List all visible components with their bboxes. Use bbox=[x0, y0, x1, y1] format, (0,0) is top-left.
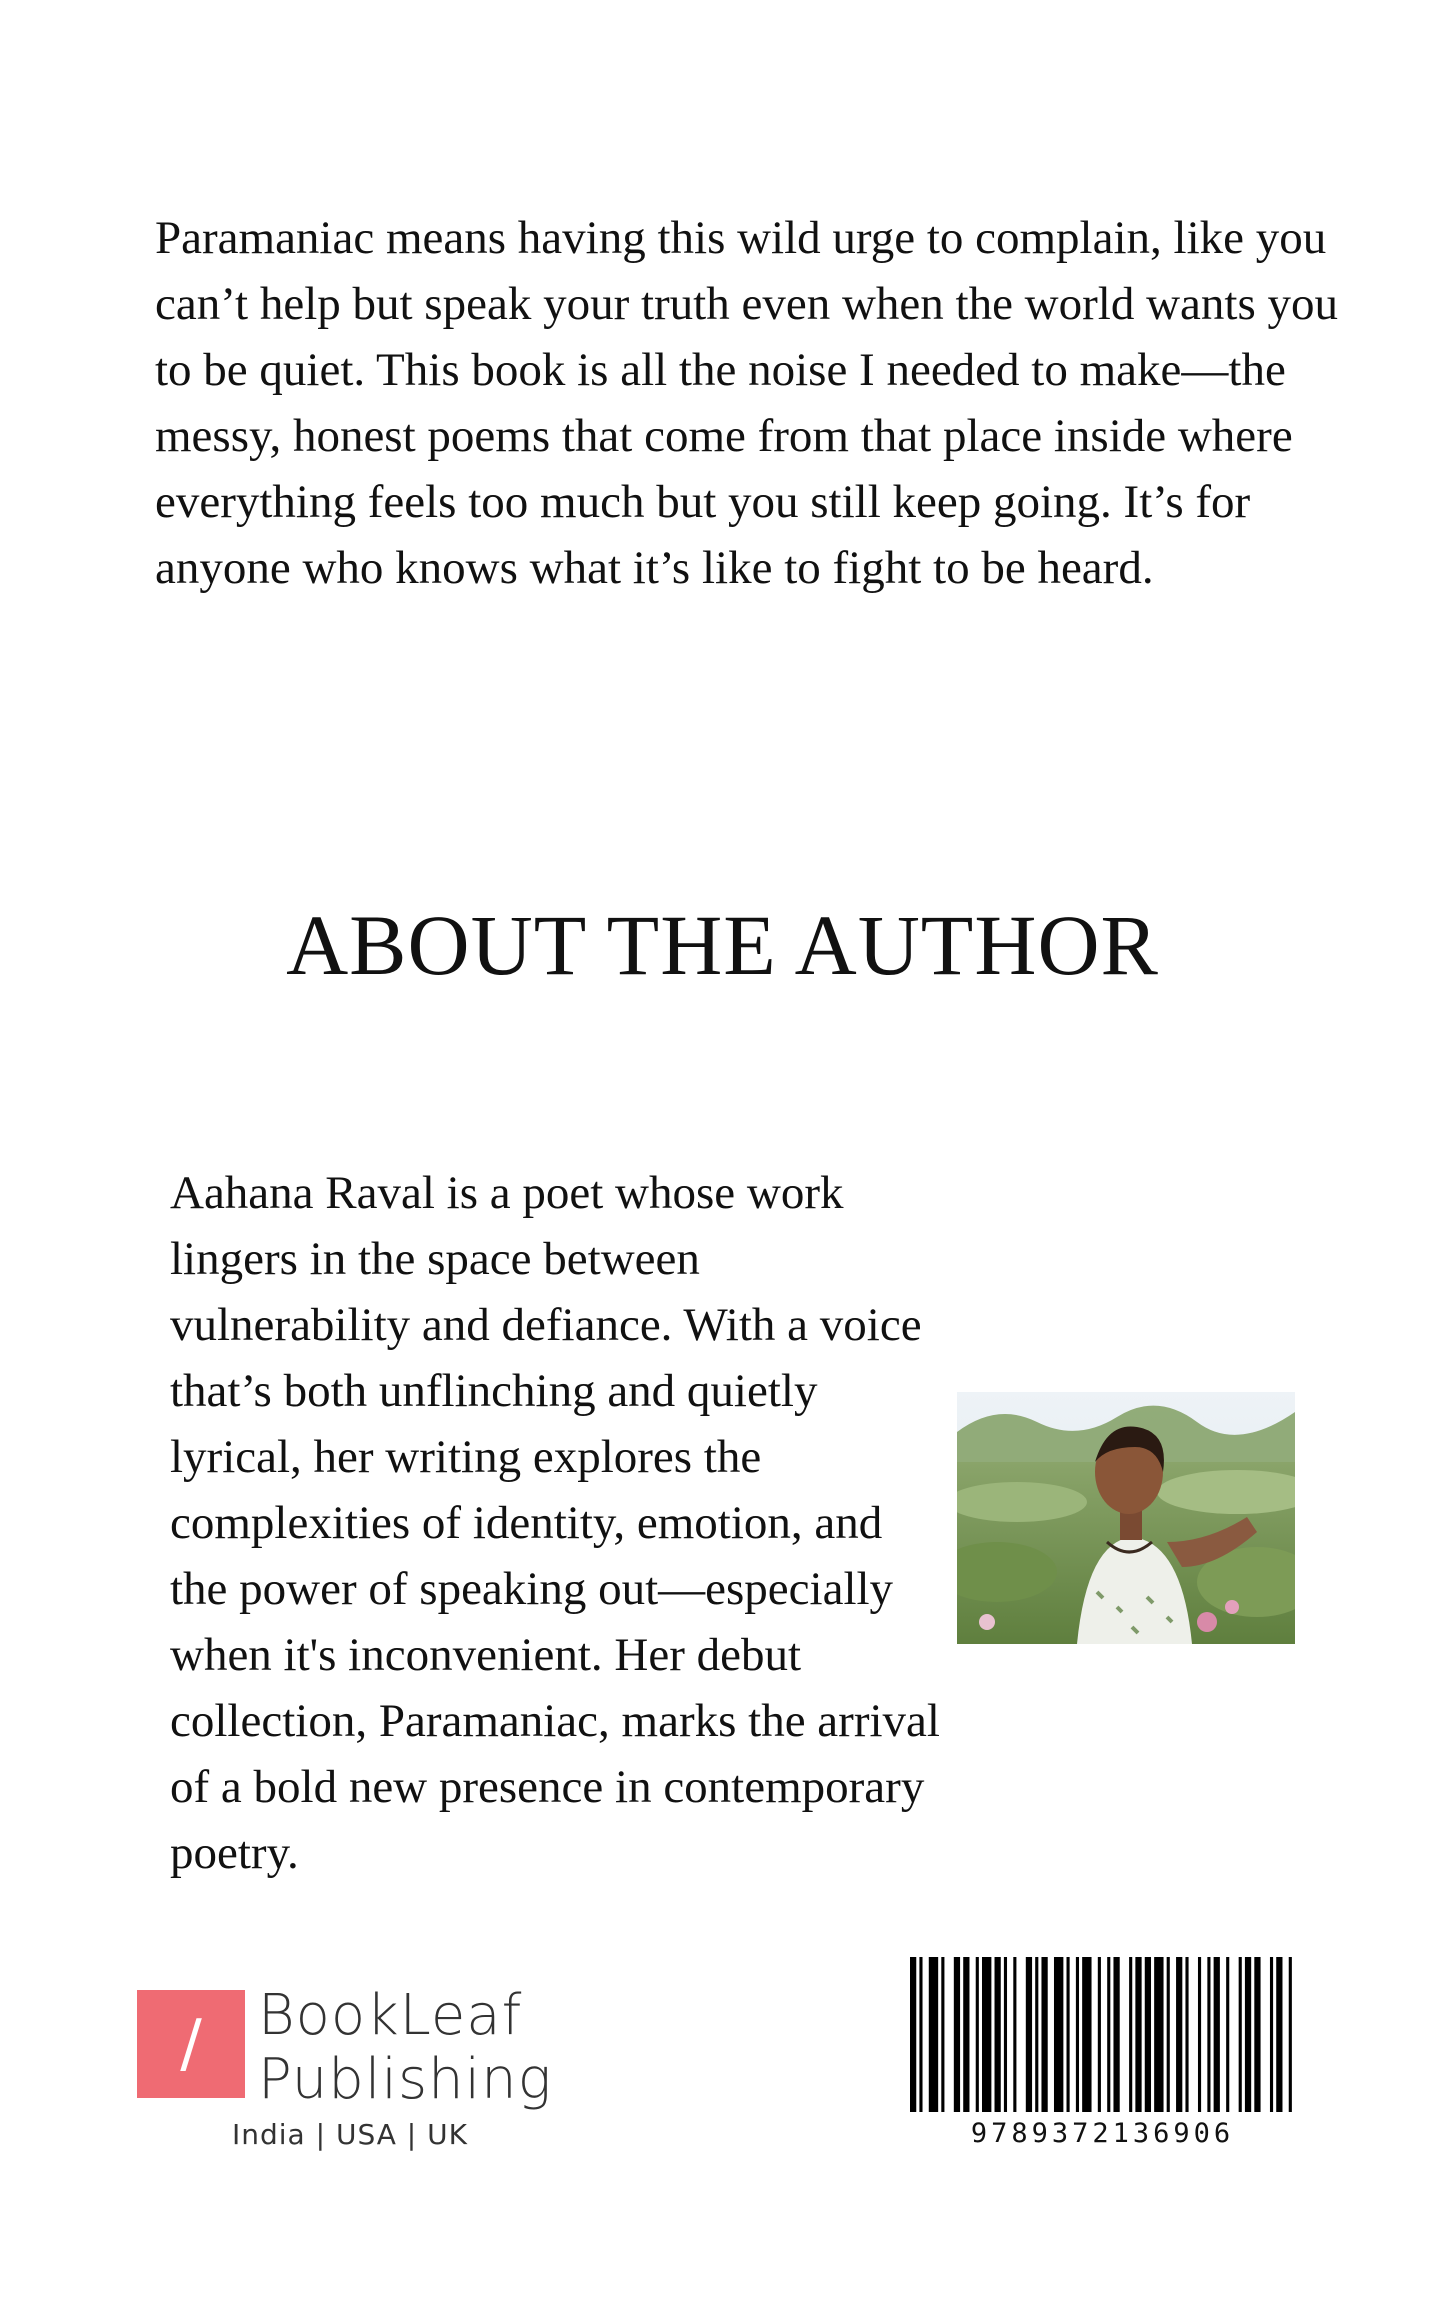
barcode-bar bbox=[1026, 1957, 1032, 2112]
publisher-name-line2: Publishing bbox=[258, 2047, 553, 2112]
barcode-bar bbox=[1076, 1957, 1079, 2112]
barcode-bar bbox=[1239, 1957, 1242, 2112]
barcode-bar bbox=[919, 1957, 922, 2112]
barcode-bar bbox=[1185, 1957, 1188, 2112]
barcode-bar bbox=[1054, 1957, 1063, 2112]
about-author-heading: ABOUT THE AUTHOR bbox=[286, 897, 1159, 993]
barcode-bar bbox=[995, 1957, 1001, 2112]
barcode-bar bbox=[1167, 1957, 1170, 2112]
barcode-bar bbox=[941, 1957, 944, 2112]
barcode-bar bbox=[1176, 1957, 1182, 2112]
barcode-bar bbox=[963, 1957, 969, 2112]
author-bio: Aahana Raval is a poet whose work lingers in the space between vulnerability and defiance. With a voice that’s both unflinching and quietly lyrical, her writing explores the complexities of identity, emotion, and the power of speaking out—especially when it's inconvenient. Her debut collection, Paramaniac, marks the arrival of a bold new presence in contemporary poetry. bbox=[170, 1167, 940, 1879]
barcode-bar bbox=[982, 1957, 991, 2112]
barcode-bar bbox=[1254, 1957, 1260, 2112]
isbn-barcode bbox=[910, 1957, 1295, 2112]
publisher-name bbox=[258, 1984, 552, 2112]
publisher-logo bbox=[137, 1983, 553, 2112]
barcode-bar bbox=[1135, 1957, 1141, 2112]
book-blurb: Paramaniac means having this wild urge to complain, like you can’t help but speak your truth even when the world wants you to be quiet. This book is all the noise I needed to make—the messy, honest poems that come from that place inside where everything feels too much but you still keep going. It’s for anyone who knows what it’s like to fight to be heard. bbox=[155, 212, 1338, 594]
barcode-bar bbox=[1226, 1957, 1229, 2112]
barcode-bar bbox=[929, 1957, 938, 2112]
barcode-bar bbox=[910, 1957, 916, 2112]
barcode-bar bbox=[1207, 1957, 1210, 2112]
barcode-bar bbox=[1067, 1957, 1070, 2112]
barcode-bar bbox=[1107, 1957, 1110, 2112]
barcode-bar bbox=[1289, 1957, 1292, 2112]
barcode-bar bbox=[1004, 1957, 1007, 2112]
barcode-bar bbox=[1035, 1957, 1038, 2112]
barcode-bar bbox=[1154, 1957, 1163, 2112]
barcode-bar bbox=[1270, 1957, 1273, 2112]
barcode-bar bbox=[1145, 1957, 1151, 2112]
barcode-bar bbox=[1198, 1957, 1201, 2112]
barcode-bar bbox=[1245, 1957, 1251, 2112]
barcode-bar bbox=[1013, 1957, 1016, 2112]
isbn-number: 9789372136906 bbox=[970, 2118, 1235, 2149]
barcode-bar bbox=[1082, 1957, 1091, 2112]
publisher-name-line1: BookLeaf bbox=[258, 1983, 523, 2048]
barcode-bar bbox=[1041, 1957, 1047, 2112]
barcode-bar bbox=[1129, 1957, 1132, 2112]
barcode-bar bbox=[1113, 1957, 1119, 2112]
barcode-bar bbox=[1276, 1957, 1282, 2112]
barcode-bar bbox=[976, 1957, 979, 2112]
barcode-bar bbox=[1214, 1957, 1220, 2112]
publisher-regions: India | USA | UK bbox=[232, 2118, 468, 2151]
slash-icon: / bbox=[180, 2007, 202, 2081]
barcode-bar bbox=[1098, 1957, 1101, 2112]
author-photo bbox=[957, 1392, 1295, 1644]
barcode-bar bbox=[954, 1957, 960, 2112]
